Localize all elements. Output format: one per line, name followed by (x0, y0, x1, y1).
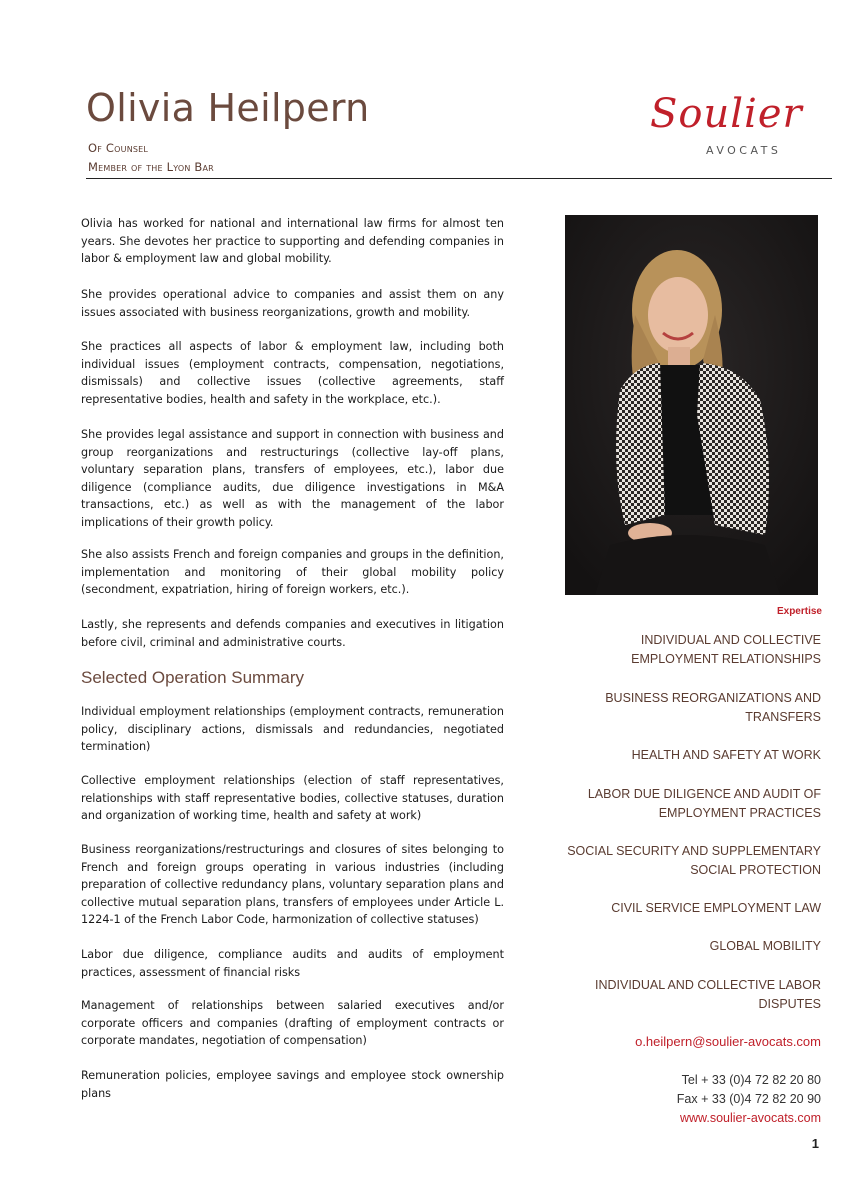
bio-paragraph: Lastly, she represents and defends companies and executives in litigation before civil, criminal and administrative courts. (81, 618, 504, 649)
fax-number: Fax + 33 (0)4 72 82 20 90 (676, 1092, 821, 1106)
logo-subtitle: AVOCATS (706, 144, 782, 157)
expertise-item: BUSINESS REORGANIZATIONS AND TRANSFERS (605, 691, 821, 724)
page-number: 1 (811, 1136, 819, 1151)
expertise-item: LABOR DUE DILIGENCE AND AUDIT OF EMPLOYMENT PRACTICES (587, 787, 821, 820)
header-divider (86, 178, 832, 179)
expertise-item: CIVIL SERVICE EMPLOYMENT LAW (611, 901, 821, 915)
logo-wordmark: Soulier (650, 91, 803, 137)
expertise-item: GLOBAL MOBILITY (709, 939, 821, 953)
operations-heading: Selected Operation Summary (81, 668, 304, 687)
operation-item: Individual employment relationships (employment contracts, remuneration policy, disciplinary actions, dismissals and redundancies, negotiated termination) (81, 705, 504, 753)
phone-number: Tel + 33 (0)4 72 82 20 80 (681, 1073, 821, 1087)
person-bar-membership: Member of the Lyon Bar (88, 160, 214, 174)
expertise-item: INDIVIDUAL AND COLLECTIVE EMPLOYMENT RELATIONSHIPS (631, 633, 821, 666)
website-link[interactable]: www.soulier-avocats.com (679, 1111, 821, 1125)
operation-item: Management of relationships between salaried executives and/or corporate officers and companies (drafting of employment contracts or corporate mandates, negotiation of compensation) (81, 999, 504, 1047)
portrait-photo (565, 215, 818, 595)
expertise-item: INDIVIDUAL AND COLLECTIVE LABOR DISPUTES (595, 978, 821, 1011)
person-name: Olivia Heilpern (86, 86, 370, 130)
expertise-label: Expertise (776, 606, 822, 617)
operation-item: Business reorganizations/restructurings and closures of sites belonging to French and foreign groups operating in various industries (including preparation of collective redundancy plans, voluntary separation plans and collective mutual separation plans, transfers of employees under Article L. 1224-1 of the French Labor Code, harmonization of collective statuses) (81, 843, 504, 926)
firm-logo (650, 92, 828, 166)
bio-paragraph: She provides operational advice to companies and assist them on any issues associated with business reorganizations, growth and mobility. (81, 288, 504, 319)
operation-item: Collective employment relationships (election of staff representatives, relationships with staff representative bodies, collective statuses, duration and organization of working time, health and safety at work) (81, 774, 504, 822)
expertise-item: HEALTH AND SAFETY AT WORK (631, 748, 821, 762)
bio-paragraph: Olivia has worked for national and international law firms for almost ten years. She devotes her practice to supporting and defending companies in labor & employment law and global mobility. (81, 217, 504, 265)
operation-item: Labor due diligence, compliance audits and audits of employment practices, assessment of financial risks (81, 948, 504, 979)
person-title: Of Counsel (88, 141, 149, 155)
bio-paragraph: She provides legal assistance and support in connection with business and group reorganizations and restructurings (collective lay-off plans, voluntary separation plans, transfers of employees, etc.), labor due diligence (compliance audits, due diligence investigations in M&A transactions, etc.) as well as with the management of the labor implications of their growth policy. (81, 428, 504, 529)
expertise-item: SOCIAL SECURITY AND SUPPLEMENTARY SOCIAL PROTECTION (567, 844, 821, 877)
bio-paragraph: She practices all aspects of labor & employment law, including both individual issues (employment contracts, compensation, negotiations, dismissals) and collective issues (collective agreements, staff representative bodies, health and safety in the workplace, etc.). (81, 340, 504, 406)
operation-item: Remuneration policies, employee savings and employee stock ownership plans (81, 1069, 504, 1100)
email-link[interactable]: o.heilpern@soulier-avocats.com (635, 1034, 821, 1049)
bio-paragraph: She also assists French and foreign companies and groups in the definition, implementation and monitoring of their global mobility policy (secondment, expatriation, hiring of foreign workers, etc.). (81, 548, 504, 596)
